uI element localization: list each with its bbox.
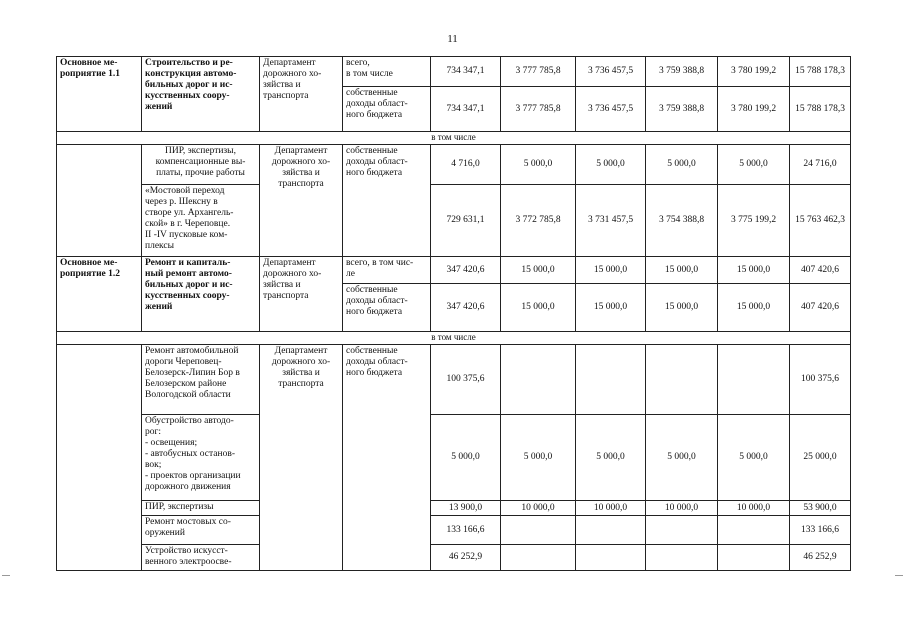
value-cell: 100 375,6	[431, 345, 501, 415]
value-cell	[646, 516, 718, 545]
value-cell: 15 000,0	[576, 257, 646, 284]
value-cell	[501, 516, 576, 545]
activity-name-cell: Обустройство автодо- рог: - освещения; - автобусных останов- вок; - проектов организации дорожного движения	[142, 415, 260, 501]
total-cell: 133 166,6	[790, 516, 851, 545]
activity-cell: Основное ме- роприятие 1.2	[57, 257, 142, 332]
value-cell: 3 731 457,5	[576, 185, 646, 257]
value-cell: 5 000,0	[431, 415, 501, 501]
value-cell: 734 347,1	[431, 57, 501, 87]
total-cell: 24 716,0	[790, 145, 851, 185]
value-cell: 15 000,0	[646, 257, 718, 284]
value-cell: 15 000,0	[501, 284, 576, 332]
activity-name-cell: Ремонт автомобильной дороги Череповец- Белозерск-Липин Бор в Белозерском районе Вологодской области	[142, 345, 260, 415]
total-cell: 407 420,6	[790, 257, 851, 284]
activity-name-cell: «Мостовой переход через р. Шексну в створе ул. Архангель- ской» в г. Череповце. II -IV пусковые ком- плексы	[142, 185, 260, 257]
executor-cell: Департамент дорожного хо- зяйства и транспорта	[260, 345, 343, 571]
total-cell: 46 252,9	[790, 545, 851, 571]
value-cell: 3 754 388,8	[646, 185, 718, 257]
source-cell: собственные доходы област- ного бюджета	[343, 345, 431, 571]
activity-name-cell: ПИР, экспертизы, компенсационные вы- платы, прочие работы	[142, 145, 260, 185]
table-row	[57, 132, 851, 145]
table-row	[57, 516, 851, 545]
table-row	[57, 415, 851, 501]
value-cell: 15 000,0	[501, 257, 576, 284]
value-cell: 13 900,0	[431, 501, 501, 516]
table-row	[57, 257, 851, 284]
value-cell: 15 000,0	[646, 284, 718, 332]
executor-cell: Департамент дорожного хо- зяйства и транспорта	[260, 57, 343, 132]
value-cell: 5 000,0	[718, 415, 790, 501]
value-cell: 5 000,0	[718, 145, 790, 185]
activity-name-cell: ПИР, экспертизы	[142, 501, 260, 516]
value-cell	[576, 516, 646, 545]
total-cell: 25 000,0	[790, 415, 851, 501]
value-cell: 133 166,6	[431, 516, 501, 545]
table-row	[57, 345, 851, 415]
value-cell: 734 347,1	[431, 87, 501, 132]
total-cell: 15 763 462,3	[790, 185, 851, 257]
value-cell: 3 775 199,2	[718, 185, 790, 257]
value-cell: 10 000,0	[646, 501, 718, 516]
value-cell: 3 772 785,8	[501, 185, 576, 257]
value-cell: 15 000,0	[576, 284, 646, 332]
value-cell	[501, 345, 576, 415]
scan-edge-mark-right	[895, 575, 903, 576]
value-cell	[576, 545, 646, 571]
table-row	[57, 185, 851, 257]
table-row	[57, 145, 851, 185]
executor-cell: Департамент дорожного хо- зяйства и транспорта	[260, 145, 343, 257]
value-cell: 347 420,6	[431, 257, 501, 284]
activity-cell: Основное ме- роприятие 1.1	[57, 57, 142, 132]
section-subheader: в том числе	[57, 332, 851, 345]
value-cell: 3 759 388,8	[646, 57, 718, 87]
activity-name-cell: Ремонт мостовых со- оружений	[142, 516, 260, 545]
total-cell: 15 788 178,3	[790, 57, 851, 87]
program-table	[56, 56, 851, 571]
value-cell: 3 780 199,2	[718, 57, 790, 87]
source-cell: собственные доходы област- ного бюджета	[343, 87, 431, 132]
value-cell: 5 000,0	[646, 415, 718, 501]
value-cell: 46 252,9	[431, 545, 501, 571]
total-cell: 15 788 178,3	[790, 87, 851, 132]
activity-name-cell: Ремонт и капиталь- ный ремонт автомо- бильных дорог и ис- кусственных соору- жений	[142, 257, 260, 332]
source-cell: собственные доходы област- ного бюджета	[343, 145, 431, 257]
activity-cell	[57, 345, 142, 571]
value-cell	[501, 545, 576, 571]
value-cell	[718, 545, 790, 571]
value-cell: 10 000,0	[576, 501, 646, 516]
value-cell: 347 420,6	[431, 284, 501, 332]
total-cell: 100 375,6	[790, 345, 851, 415]
value-cell: 3 777 785,8	[501, 57, 576, 87]
page-number: 11	[447, 33, 458, 45]
value-cell: 15 000,0	[718, 284, 790, 332]
value-cell	[576, 345, 646, 415]
value-cell: 5 000,0	[501, 145, 576, 185]
table-row	[57, 332, 851, 345]
activity-cell	[57, 145, 142, 257]
value-cell	[718, 345, 790, 415]
value-cell	[646, 545, 718, 571]
source-cell: всего, в том чис- ле	[343, 257, 431, 284]
table-row	[57, 57, 851, 87]
value-cell: 3 777 785,8	[501, 87, 576, 132]
value-cell: 10 000,0	[718, 501, 790, 516]
value-cell: 5 000,0	[646, 145, 718, 185]
table-row	[57, 545, 851, 571]
scan-edge-mark-left	[2, 575, 10, 576]
value-cell: 3 736 457,5	[576, 57, 646, 87]
value-cell: 3 759 388,8	[646, 87, 718, 132]
total-cell: 53 900,0	[790, 501, 851, 516]
activity-name-cell: Строительство и ре- конструкция автомо- бильных дорог и ис- кусственных соору- жений	[142, 57, 260, 132]
value-cell: 3 780 199,2	[718, 87, 790, 132]
value-cell: 10 000,0	[501, 501, 576, 516]
source-cell: всего, в том числе	[343, 57, 431, 87]
source-cell: собственные доходы област- ного бюджета	[343, 284, 431, 332]
value-cell: 3 736 457,5	[576, 87, 646, 132]
executor-cell: Департамент дорожного хо- зяйства и транспорта	[260, 257, 343, 332]
value-cell: 5 000,0	[501, 415, 576, 501]
value-cell: 5 000,0	[576, 145, 646, 185]
section-subheader: в том числе	[57, 132, 851, 145]
value-cell: 4 716,0	[431, 145, 501, 185]
value-cell	[646, 345, 718, 415]
value-cell	[718, 516, 790, 545]
value-cell: 5 000,0	[576, 415, 646, 501]
total-cell: 407 420,6	[790, 284, 851, 332]
table-row	[57, 501, 851, 516]
value-cell: 729 631,1	[431, 185, 501, 257]
value-cell: 15 000,0	[718, 257, 790, 284]
activity-name-cell: Устройство искусст- венного электроосве-	[142, 545, 260, 571]
